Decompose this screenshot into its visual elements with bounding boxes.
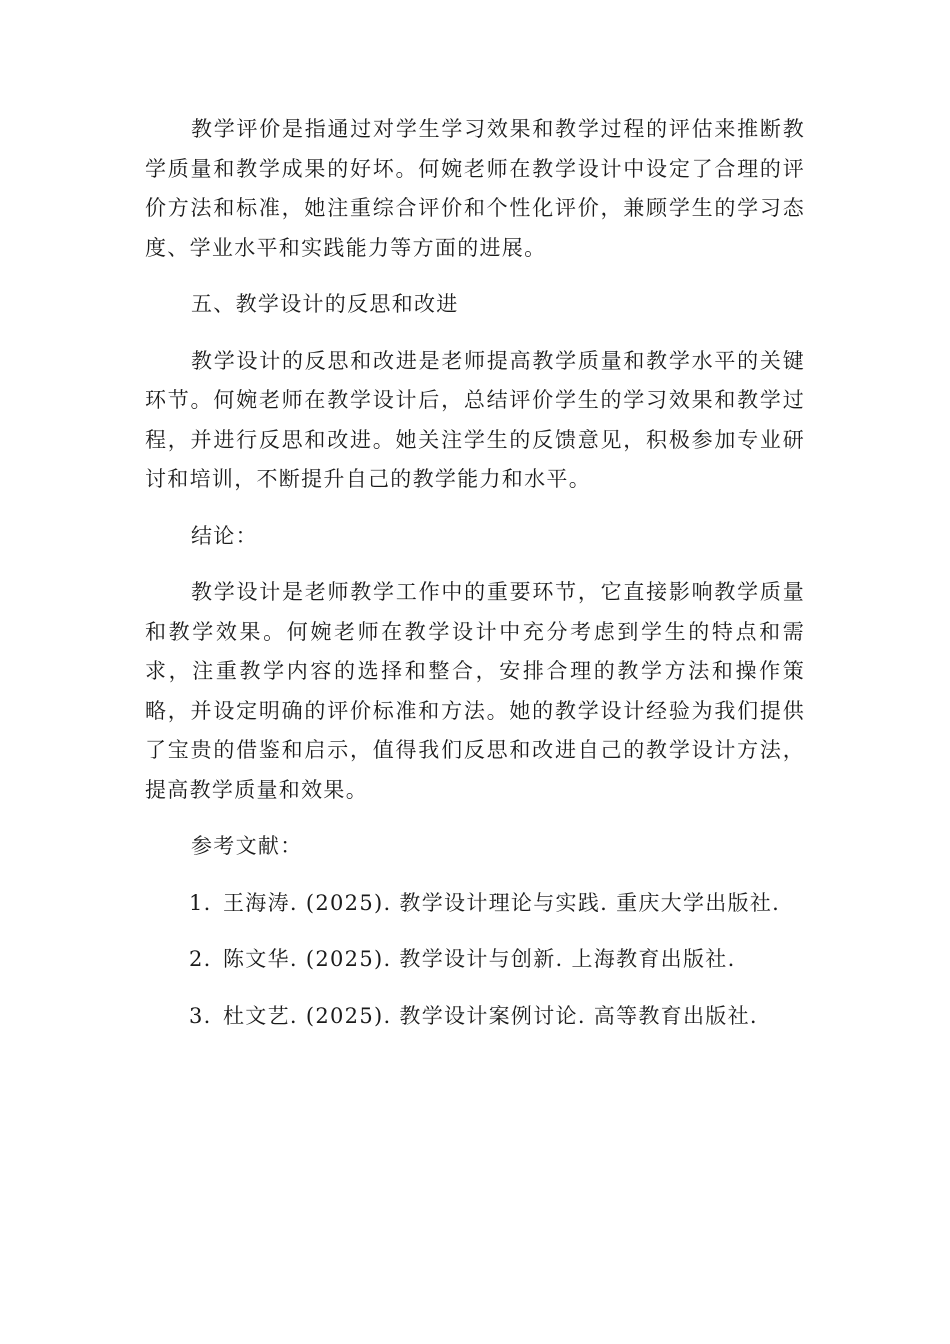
spacer xyxy=(145,867,805,884)
spacer xyxy=(145,268,805,285)
paragraph-evaluation: 教学评价是指通过对学生学习效果和教学过程的评估来推断教学质量和教学成果的好坏。何婉老师在教学设计中设定了合理的评价方法和标准，她注重综合评价和个性化评价，兼顾学生的学习态度、学业水平和实践能力等方面的进展。 xyxy=(145,117,805,260)
section-heading-reflection: 五、教学设计的反思和改进 xyxy=(191,292,459,316)
reference-item xyxy=(145,997,805,1037)
reference-number: 3. xyxy=(189,1003,212,1028)
reference-text: 王海涛. (2025). 教学设计理论与实践. 重庆大学出版社. xyxy=(223,890,781,915)
paragraph-reflection: 教学设计的反思和改进是老师提高教学质量和教学水平的关键环节。何婉老师在教学设计后，总结评价学生的学习效果和教学过程，并进行反思和改进。她关注学生的反馈意见，积极参加专业研讨和培训，不断提升自己的教学能力和水平。 xyxy=(145,348,805,491)
spacer xyxy=(145,980,805,997)
reference-text: 杜文艺. (2025). 教学设计案例讨论. 高等教育出版社. xyxy=(223,1003,758,1028)
reference-text: 陈文华. (2025). 教学设计与创新. 上海教育出版社. xyxy=(223,947,736,971)
references-heading: 参考文献： xyxy=(191,834,303,858)
reference-number: 2. xyxy=(189,947,212,971)
conclusion-heading: 结论： xyxy=(191,523,258,548)
spacer xyxy=(145,325,805,342)
spacer xyxy=(145,556,805,573)
document-body xyxy=(145,110,805,1036)
reference-number: 1. xyxy=(189,890,212,915)
reference-item xyxy=(145,884,805,924)
spacer xyxy=(145,923,805,940)
spacer xyxy=(145,810,805,827)
paragraph-conclusion: 教学设计是老师教学工作中的重要环节，它直接影响教学质量和教学效果。何婉老师在教学设计中充分考虑到学生的特点和需求，注重教学内容的选择和整合，安排合理的教学方法和操作策略，并设定明确的评价标准和方法。她的教学设计经验为我们提供了宝贵的借鉴和启示，值得我们反思和改进自己的教学设计方法，提高教学质量和效果。 xyxy=(145,580,805,802)
spacer xyxy=(145,500,805,517)
reference-item xyxy=(145,940,805,980)
